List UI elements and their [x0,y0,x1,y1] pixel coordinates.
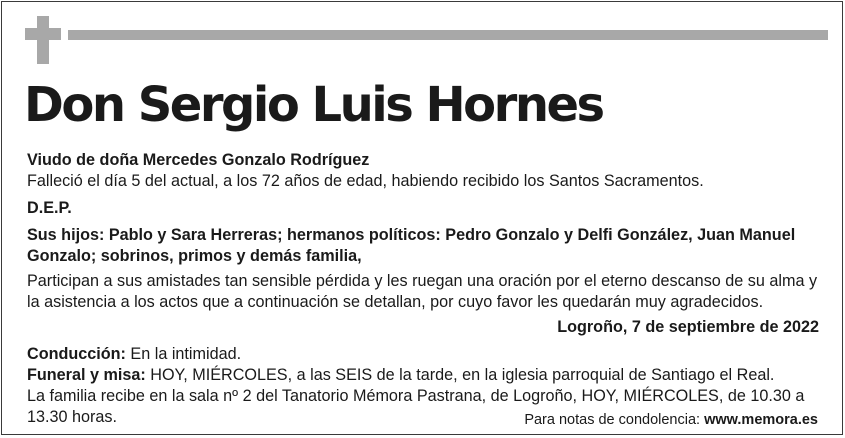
condolence-link[interactable]: www.memora.es [704,412,818,428]
message-paragraph: Participan a sus amistades tan sensible pérdida y les ruegan una oración por el eterno descanso de su alma y la asistencia a los actos que a continuación se detallan, por cuyo favor les quedarán muy agradecidos. [27,272,818,311]
funeral-label: Funeral y misa: [27,366,146,384]
condolence-footer [524,412,818,428]
condolence-label: Para notas de condolencia: [524,412,701,428]
funeral-line [27,365,827,386]
family-line: Sus hijos: Pablo y Sara Herreras; hermanos políticos: Pedro Gonzalo y Delfi González, Juan Manuel Gonzalo; sobrinos, primos y demás familia, [27,226,796,265]
obituary-notice [1,1,843,435]
header-rule [68,30,828,40]
wake-line: La familia recibe en la sala nº 2 del Tanatorio Mémora Pastrana, de Logroño, HOY, MIÉRCOLES, de 10.30 a 13.30 horas. [27,387,805,426]
cross-icon [25,16,61,64]
conduction-label: Conducción: [27,345,126,363]
cross-vertical-bar [37,16,49,64]
death-line: Falleció el día 5 del actual, a los 72 años de edad, habiendo recibido los Santos Sacramentos. [27,172,704,190]
notice-body [27,150,827,428]
funeral-text: HOY, MIÉRCOLES, a las SEIS de la tarde, en la iglesia parroquial de Santiago el Real. [150,366,775,384]
rip-line: D.E.P. [27,199,72,217]
conduction-line [27,344,827,365]
cross-horizontal-bar [25,28,61,40]
widower-line: Viudo de doña Mercedes Gonzalo Rodríguez [27,151,370,169]
place-date: Logroño, 7 de septiembre de 2022 [557,318,819,336]
deceased-name: Don Sergio Luis Hornes [24,77,603,133]
conduction-text: En la intimidad. [130,345,242,363]
